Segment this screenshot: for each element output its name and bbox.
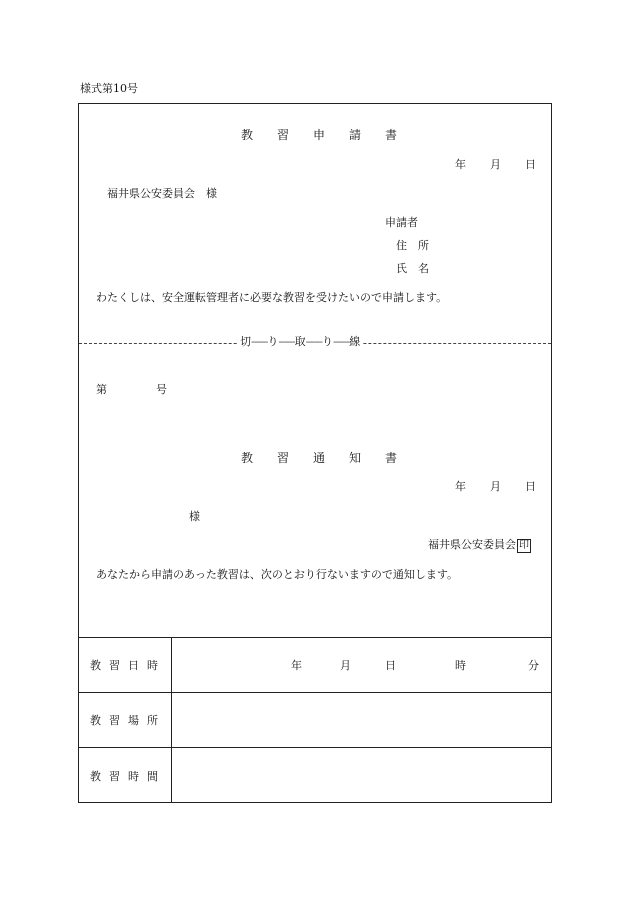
cut-line-label: 切------り------取------り------線 xyxy=(237,336,363,347)
row-label-duration: 教習時間 xyxy=(79,748,172,803)
cut-line-char: り xyxy=(267,335,279,348)
address-label: 住 所 xyxy=(396,239,429,252)
lesson-table xyxy=(79,637,551,803)
notice-date-year: 年 xyxy=(455,480,466,493)
application-title-char: 教 xyxy=(241,128,254,142)
notice-body: あなたから申請のあった教習は、次のとおり行ないますので通知します。 xyxy=(96,568,459,581)
application-title-char: 請 xyxy=(349,128,362,142)
unit-year: 年 xyxy=(291,659,302,672)
notice-recipient-suffix: 様 xyxy=(189,510,200,523)
application-date-day: 日 xyxy=(525,158,536,171)
form-number: 様式第10号 xyxy=(80,82,138,95)
applicant-label: 申請者 xyxy=(385,216,418,229)
form-frame xyxy=(78,103,552,803)
cut-line-char: り xyxy=(321,335,333,348)
notice-issuer: 福井県公安委員会 xyxy=(428,538,516,551)
notice-date-month: 月 xyxy=(490,480,501,493)
unit-month: 月 xyxy=(340,659,351,672)
cut-line-char: 線 xyxy=(349,335,361,348)
cut-line-char: 切 xyxy=(240,335,251,348)
duration-value-cell[interactable] xyxy=(172,748,551,803)
application-body: わたくしは、安全運転管理者に必要な教習を受けたいので申請します。 xyxy=(96,291,448,304)
application-addressee: 福井県公安委員会 様 xyxy=(107,187,217,200)
name-label: 氏 名 xyxy=(396,262,429,275)
unit-hour: 時 xyxy=(455,659,466,672)
place-value-cell[interactable] xyxy=(172,693,551,747)
application-title-char: 書 xyxy=(385,128,398,142)
notice-title-char: 習 xyxy=(277,451,290,465)
notice-issuer-block xyxy=(428,539,531,553)
datetime-value-cell[interactable] xyxy=(172,638,551,692)
application-date-year: 年 xyxy=(455,158,466,171)
row-label-place: 教習場所 xyxy=(79,693,172,747)
notice-title-char: 教 xyxy=(241,451,254,465)
table-row-datetime xyxy=(79,638,551,693)
unit-day: 日 xyxy=(385,659,396,672)
row-label-datetime: 教習日時 xyxy=(79,638,172,692)
application-title-char: 習 xyxy=(277,128,290,142)
table-row-place xyxy=(79,693,551,748)
application-title xyxy=(241,129,405,141)
unit-minute: 分 xyxy=(528,659,539,672)
notice-title-char: 知 xyxy=(349,451,362,465)
cut-line-char: 取 xyxy=(294,335,306,348)
notice-title xyxy=(241,452,405,464)
notice-title-char: 書 xyxy=(385,451,398,465)
notice-title-char: 通 xyxy=(313,451,326,465)
table-row-duration xyxy=(79,748,551,803)
notice-number-suffix: 号 xyxy=(156,383,167,396)
seal-mark: 印 xyxy=(519,540,529,551)
notice-date-day: 日 xyxy=(525,480,536,493)
application-title-char: 申 xyxy=(313,128,326,142)
notice-number-prefix: 第 xyxy=(96,383,107,396)
application-date-month: 月 xyxy=(490,158,501,171)
